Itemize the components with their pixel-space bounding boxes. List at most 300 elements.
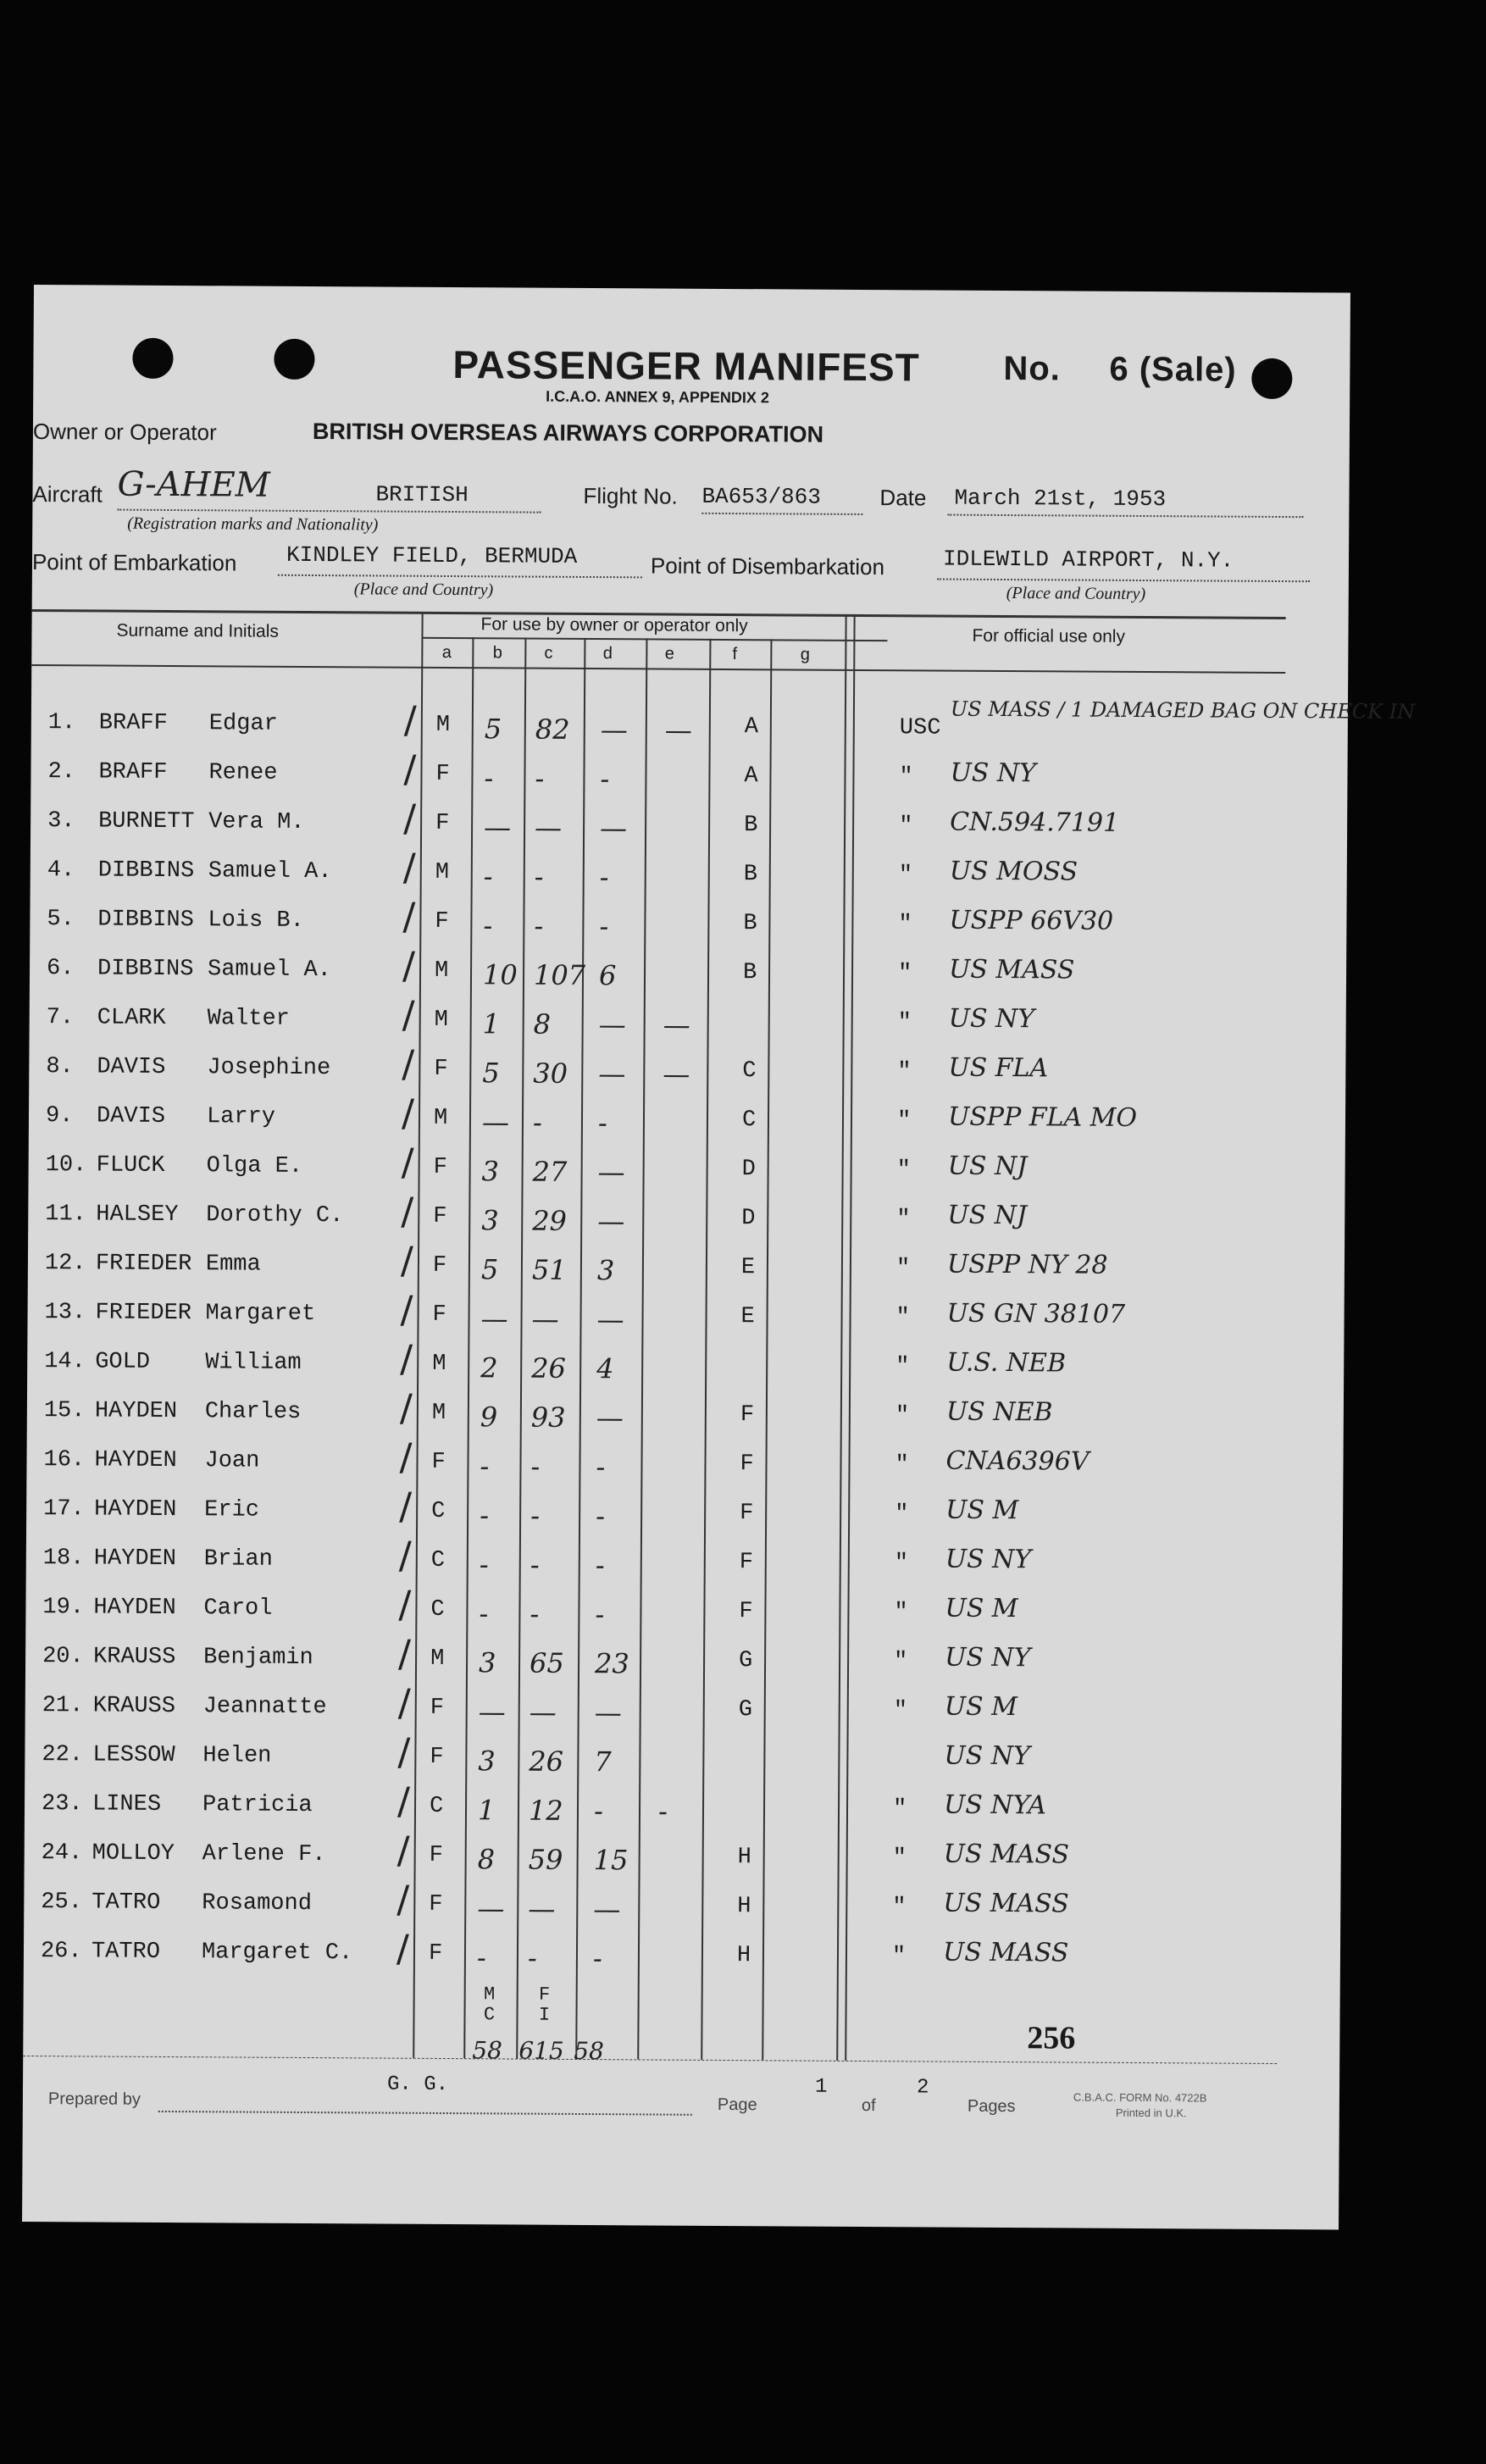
col-d-value: - bbox=[596, 1451, 606, 1484]
col-f-value: D bbox=[741, 1206, 756, 1232]
official-note: US NY bbox=[945, 1544, 1032, 1575]
check-mark-icon: / bbox=[403, 698, 417, 742]
official-note: US NJ bbox=[947, 1200, 1028, 1231]
page-subtitle: I.C.A.O. ANNEX 9, APPENDIX 2 bbox=[546, 387, 769, 407]
surname: GOLD bbox=[95, 1349, 151, 1375]
official-code: " bbox=[896, 1157, 911, 1184]
surname: HALSEY bbox=[96, 1201, 179, 1229]
date-underline bbox=[947, 513, 1303, 519]
subcol-c: c bbox=[544, 643, 553, 663]
aircraft-label: Aircraft bbox=[32, 480, 103, 508]
row-number: 2. bbox=[47, 759, 75, 785]
col-a-value: M bbox=[435, 859, 450, 886]
surname: HAYDEN bbox=[94, 1398, 178, 1425]
col-c-value: — bbox=[528, 1892, 556, 1925]
col-d-value: - bbox=[596, 1500, 606, 1533]
passenger-count: 256 bbox=[1027, 2020, 1076, 2056]
official-code: " bbox=[896, 1207, 911, 1233]
col-c-value: — bbox=[531, 1302, 559, 1335]
passenger-row bbox=[29, 1091, 1345, 1160]
official-code: " bbox=[893, 1698, 908, 1724]
official-note: US NY bbox=[944, 1740, 1030, 1772]
official-note: U.S. NEB bbox=[946, 1347, 1067, 1379]
given-name: Charles bbox=[204, 1399, 302, 1425]
official-note: CNA6396V bbox=[945, 1446, 1090, 1477]
passenger-row bbox=[24, 1927, 1340, 1995]
col-a-value: M bbox=[434, 957, 449, 985]
check-mark-icon: / bbox=[402, 895, 416, 939]
col-d-value: - bbox=[599, 910, 609, 943]
official-note: US MASS bbox=[948, 954, 1075, 985]
col-f-value: H bbox=[737, 1845, 751, 1871]
col-a-value: M bbox=[430, 1645, 445, 1672]
disembarkation-underline bbox=[937, 577, 1310, 583]
official-note: US NY bbox=[945, 1642, 1031, 1673]
passenger-row bbox=[27, 1337, 1344, 1406]
col-d-value: - bbox=[597, 1107, 607, 1140]
col-c-value: 59 bbox=[528, 1843, 563, 1876]
official-note: US MASS bbox=[943, 1839, 1070, 1870]
col-c-value: - bbox=[530, 1597, 540, 1630]
passenger-row bbox=[29, 1042, 1345, 1111]
official-note: USPP 66V30 bbox=[949, 905, 1114, 936]
owner-columns-header: For use by owner or operator only bbox=[480, 614, 748, 636]
row-number: 12. bbox=[44, 1251, 86, 1277]
flight-underline bbox=[701, 511, 862, 515]
surname: KRAUSS bbox=[92, 1693, 176, 1720]
surname: HAYDEN bbox=[94, 1496, 177, 1523]
col-a-value: F bbox=[429, 1842, 443, 1868]
given-name: Jeannatte bbox=[202, 1694, 327, 1721]
col-c-value: - bbox=[532, 1106, 542, 1139]
check-mark-icon: / bbox=[402, 1042, 415, 1086]
embarkation-caption: (Place and Country) bbox=[353, 580, 494, 600]
row-number: 21. bbox=[42, 1693, 84, 1719]
row-number: 14. bbox=[44, 1349, 86, 1375]
col-c-value: 8 bbox=[533, 1007, 552, 1041]
aircraft-underline bbox=[117, 508, 541, 513]
passenger-row bbox=[28, 1140, 1345, 1209]
col-c-value: 12 bbox=[528, 1794, 563, 1827]
check-mark-icon: / bbox=[401, 1190, 414, 1234]
col-d-value: — bbox=[597, 1156, 625, 1189]
col-f-value: C bbox=[742, 1058, 757, 1085]
col-a-value: C bbox=[430, 1596, 445, 1623]
given-name: Renee bbox=[208, 760, 278, 786]
official-note: US M bbox=[945, 1593, 1018, 1624]
manifest-sheet bbox=[22, 285, 1416, 2229]
row-number: 18. bbox=[42, 1546, 85, 1572]
surname: CLARK bbox=[97, 1005, 166, 1031]
form-number: C.B.A.C. FORM No. 4722B bbox=[1073, 2090, 1207, 2105]
surname: TATRO bbox=[91, 1939, 161, 1965]
col-a-value: M bbox=[435, 712, 451, 739]
official-code: " bbox=[898, 863, 913, 889]
check-mark-icon: / bbox=[402, 993, 415, 1037]
official-note: US NYA bbox=[943, 1790, 1046, 1821]
col-a-value: F bbox=[432, 1301, 446, 1328]
col-d-value: — bbox=[596, 1401, 624, 1435]
passenger-row bbox=[25, 1681, 1341, 1750]
surname: HAYDEN bbox=[94, 1447, 177, 1474]
page-title: PASSENGER MANIFEST bbox=[452, 342, 920, 390]
prepared-by-value: G. G. bbox=[386, 2073, 449, 2097]
col-f-value: B bbox=[743, 911, 757, 937]
col-c-value: - bbox=[534, 860, 544, 893]
given-name: Edgar bbox=[208, 711, 278, 737]
date-label: Date bbox=[879, 485, 927, 511]
col-b-value: - bbox=[479, 1597, 489, 1630]
passenger-row bbox=[24, 1878, 1340, 1946]
col-a-value: F bbox=[432, 1252, 447, 1279]
official-note: US M bbox=[945, 1495, 1019, 1526]
col-c-value: 107 bbox=[533, 958, 586, 991]
official-note: US NY bbox=[948, 1003, 1035, 1035]
col-a-value: F bbox=[434, 1056, 448, 1083]
col-f-value: F bbox=[739, 1599, 753, 1625]
col-d-value: — bbox=[598, 1057, 626, 1090]
surname: LINES bbox=[91, 1791, 162, 1817]
row-number: 1. bbox=[47, 710, 76, 736]
col-e-value: — bbox=[663, 1057, 690, 1090]
given-name: Olga E. bbox=[206, 1153, 303, 1179]
col-a-value: F bbox=[435, 761, 450, 788]
row-number: 13. bbox=[44, 1300, 86, 1326]
check-mark-icon: / bbox=[400, 1288, 413, 1332]
embarkation-value: KINDLEY FIELD, BERMUDA bbox=[286, 541, 578, 569]
check-mark-icon: / bbox=[396, 1829, 410, 1873]
surname: DIBBINS bbox=[97, 907, 194, 934]
check-mark-icon: / bbox=[396, 1927, 409, 1971]
given-name: Vera M. bbox=[208, 809, 305, 835]
col-c-value: 51 bbox=[531, 1253, 567, 1286]
passenger-row bbox=[25, 1779, 1341, 1848]
col-b-value: — bbox=[483, 811, 512, 844]
passenger-row bbox=[29, 993, 1345, 1062]
check-mark-icon: / bbox=[396, 1779, 411, 1823]
col-c-value: — bbox=[529, 1695, 557, 1729]
surname: FRIEDER bbox=[95, 1251, 192, 1278]
given-name: Dorothy C. bbox=[206, 1202, 344, 1229]
given-name: Brian bbox=[203, 1546, 273, 1573]
col-a-value: M bbox=[433, 1105, 448, 1132]
official-code: " bbox=[892, 1845, 907, 1872]
punch-hole bbox=[132, 338, 173, 379]
official-code: " bbox=[892, 1895, 907, 1921]
official-note: US NEB bbox=[945, 1396, 1053, 1428]
official-note: US MASS / 1 DAMAGED BAG ON CHECK IN bbox=[950, 696, 1416, 724]
prepared-underline bbox=[158, 2109, 692, 2116]
passenger-row bbox=[30, 796, 1347, 865]
manifest-number-value: 6 (Sale) bbox=[1109, 350, 1237, 389]
official-code: " bbox=[895, 1305, 910, 1331]
given-name: Larry bbox=[206, 1104, 276, 1130]
check-mark-icon: / bbox=[402, 944, 416, 988]
col-b-value: 1 bbox=[477, 1794, 496, 1827]
row-number: 15. bbox=[43, 1398, 86, 1424]
col-a-value: F bbox=[435, 908, 449, 935]
aircraft-registration: G-AHEM bbox=[117, 464, 270, 505]
official-note: US MASS bbox=[943, 1888, 1069, 1919]
page-number: 1 bbox=[814, 2075, 828, 2099]
given-name: Helen bbox=[202, 1743, 272, 1769]
col-c-value: 26 bbox=[529, 1745, 564, 1778]
col-d-value: - bbox=[592, 1942, 602, 1975]
passenger-row bbox=[25, 1583, 1342, 1651]
passenger-row bbox=[30, 944, 1346, 1013]
punch-hole bbox=[274, 339, 314, 380]
passenger-row bbox=[30, 895, 1346, 963]
col-a-value: F bbox=[430, 1744, 444, 1770]
col-e-value: — bbox=[663, 1008, 690, 1041]
col-f-value: F bbox=[739, 1550, 754, 1576]
row-number: 20. bbox=[42, 1644, 84, 1670]
aircraft-nationality: BRITISH bbox=[375, 481, 469, 508]
col-b-value: 5 bbox=[484, 713, 502, 746]
row-number: 5. bbox=[47, 907, 75, 933]
official-code: " bbox=[895, 1256, 911, 1282]
col-b-value: 5 bbox=[480, 1253, 499, 1286]
col-a-value: C bbox=[430, 1547, 446, 1573]
page-label: Page bbox=[717, 2095, 757, 2115]
subcol-d: d bbox=[602, 644, 613, 663]
given-name: Eric bbox=[204, 1497, 260, 1523]
col-d-value: - bbox=[599, 861, 609, 894]
official-code: " bbox=[898, 912, 912, 938]
col-f-value: G bbox=[739, 1648, 753, 1674]
surname: HAYDEN bbox=[93, 1546, 177, 1573]
col-f-value: G bbox=[738, 1697, 753, 1723]
given-name: Rosamond bbox=[202, 1890, 313, 1917]
check-mark-icon: / bbox=[398, 1583, 412, 1627]
col-a-value: F bbox=[435, 810, 450, 837]
check-mark-icon: / bbox=[403, 747, 417, 791]
col-b-value: 2 bbox=[480, 1351, 498, 1385]
col-b-value: 3 bbox=[481, 1155, 500, 1188]
col-c-value: 65 bbox=[529, 1646, 564, 1679]
check-mark-icon: / bbox=[399, 1435, 413, 1479]
totals-b-label: M C bbox=[483, 1984, 496, 2026]
flight-number: BA653/863 bbox=[701, 483, 822, 510]
check-mark-icon: / bbox=[397, 1632, 412, 1676]
col-b-value: 10 bbox=[482, 958, 518, 991]
official-note: US MOSS bbox=[949, 856, 1078, 887]
official-code: " bbox=[894, 1551, 909, 1577]
official-code: USC bbox=[899, 715, 941, 741]
header-bottom-rule bbox=[31, 664, 1285, 674]
given-name: Patricia bbox=[202, 1792, 313, 1819]
col-f-value: B bbox=[742, 960, 757, 986]
row-number: 4. bbox=[47, 857, 75, 884]
col-a-value: C bbox=[431, 1498, 446, 1524]
official-code: " bbox=[891, 1944, 907, 1970]
official-code: " bbox=[892, 1796, 907, 1823]
given-name: Emma bbox=[205, 1251, 261, 1278]
surname: LESSOW bbox=[92, 1742, 175, 1769]
surname: TATRO bbox=[91, 1890, 161, 1916]
check-mark-icon: / bbox=[397, 1730, 411, 1774]
col-a-value: F bbox=[429, 1891, 443, 1917]
col-f-value: E bbox=[740, 1304, 755, 1330]
col-a-value: C bbox=[429, 1793, 444, 1819]
surname: BURNETT bbox=[98, 808, 195, 835]
col-b-value: - bbox=[476, 1941, 486, 1974]
col-c-value: - bbox=[530, 1450, 541, 1483]
check-mark-icon: / bbox=[399, 1386, 413, 1430]
row-number: 11. bbox=[45, 1201, 86, 1228]
official-code: " bbox=[895, 1452, 909, 1479]
col-d-value: — bbox=[594, 1696, 622, 1729]
given-name: Josephine bbox=[207, 1055, 331, 1082]
col-f-value: C bbox=[741, 1107, 757, 1134]
col-c-value: - bbox=[530, 1548, 540, 1581]
official-note: CN.594.7191 bbox=[950, 807, 1120, 838]
official-code: " bbox=[899, 813, 913, 840]
check-mark-icon: / bbox=[403, 796, 417, 841]
given-name: Carol bbox=[203, 1595, 273, 1622]
passenger-row bbox=[24, 1829, 1340, 1897]
col-d-value: 23 bbox=[594, 1647, 629, 1680]
col-e-value: — bbox=[664, 713, 692, 746]
check-mark-icon: / bbox=[397, 1681, 411, 1725]
totals-c-label: F I bbox=[538, 1984, 551, 2026]
col-b-value: 3 bbox=[478, 1646, 496, 1679]
given-name: Walter bbox=[207, 1006, 291, 1032]
official-code: " bbox=[893, 1649, 908, 1675]
row-number: 16. bbox=[43, 1447, 86, 1473]
official-note: US M bbox=[944, 1691, 1017, 1723]
passenger-row bbox=[25, 1730, 1341, 1799]
col-d-value: 4 bbox=[596, 1352, 614, 1385]
total-d: 58 bbox=[574, 2036, 605, 2066]
official-code: " bbox=[895, 1403, 910, 1429]
passenger-row bbox=[28, 1239, 1345, 1307]
row-number: 17. bbox=[43, 1496, 85, 1523]
date-value: March 21st, 1953 bbox=[954, 485, 1167, 513]
subcol-a: a bbox=[441, 642, 452, 663]
col-c-value: — bbox=[534, 811, 563, 844]
col-c-value: 29 bbox=[532, 1204, 568, 1237]
embarkation-label: Point of Embarkation bbox=[31, 548, 237, 576]
row-number: 6. bbox=[46, 956, 75, 982]
total-pages: 2 bbox=[916, 2076, 929, 2100]
row-number: 26. bbox=[40, 1939, 82, 1965]
col-b-value: 3 bbox=[478, 1745, 496, 1778]
passenger-row bbox=[25, 1632, 1342, 1701]
subcol-e: e bbox=[664, 644, 674, 663]
col-d-value: 7 bbox=[594, 1745, 612, 1779]
col-c-value: 82 bbox=[535, 713, 570, 746]
col-b-value: - bbox=[483, 860, 493, 893]
col-b-value: - bbox=[484, 762, 494, 795]
col-f-value: B bbox=[744, 813, 758, 839]
given-name: William bbox=[205, 1350, 302, 1376]
disembarkation-label: Point of Disembarkation bbox=[650, 552, 885, 580]
check-mark-icon: / bbox=[399, 1485, 413, 1529]
col-d-value: — bbox=[597, 1205, 625, 1238]
passenger-row bbox=[26, 1435, 1343, 1504]
col-d-value: - bbox=[595, 1598, 605, 1631]
col-b-value: — bbox=[477, 1892, 505, 1925]
col-a-value: F bbox=[431, 1449, 446, 1475]
surname-column-header: Surname and Initials bbox=[116, 620, 280, 641]
official-code: " bbox=[896, 1108, 912, 1135]
official-code: " bbox=[897, 961, 912, 987]
passenger-row bbox=[27, 1288, 1344, 1357]
check-mark-icon: / bbox=[401, 1091, 415, 1135]
row-number: 25. bbox=[41, 1890, 83, 1916]
col-a-value: F bbox=[428, 1940, 443, 1967]
of-label: of bbox=[861, 2096, 876, 2116]
official-note: US NJ bbox=[947, 1151, 1028, 1182]
pages-label: Pages bbox=[967, 2096, 1016, 2117]
col-f-value: E bbox=[740, 1255, 756, 1281]
col-b-value: - bbox=[480, 1499, 490, 1532]
col-b-value: 9 bbox=[480, 1401, 498, 1434]
total-c: 615 bbox=[518, 2036, 564, 2065]
passenger-row bbox=[30, 846, 1347, 914]
row-number: 8. bbox=[46, 1054, 74, 1080]
subcol-b: b bbox=[492, 643, 502, 663]
surname: FRIEDER bbox=[95, 1300, 192, 1327]
official-code: " bbox=[895, 1501, 909, 1528]
row-number: 24. bbox=[41, 1840, 83, 1867]
given-name: Samuel A. bbox=[208, 858, 332, 885]
col-d-value: 3 bbox=[596, 1254, 615, 1287]
given-name: Margaret bbox=[205, 1301, 316, 1328]
check-mark-icon: / bbox=[400, 1337, 413, 1381]
subcol-g: g bbox=[800, 645, 810, 664]
col-b-value: - bbox=[483, 909, 493, 942]
col-f-value: F bbox=[740, 1501, 754, 1527]
col-d-value: — bbox=[599, 812, 628, 845]
col-a-value: F bbox=[430, 1695, 445, 1721]
official-code: " bbox=[899, 764, 913, 791]
printed-in: Printed in U.K. bbox=[1115, 2106, 1187, 2120]
official-note: US NY bbox=[950, 758, 1037, 789]
subcol-f: f bbox=[732, 645, 738, 664]
given-name: Joan bbox=[204, 1448, 260, 1474]
col-b-value: - bbox=[479, 1548, 489, 1581]
surname: FLUCK bbox=[96, 1152, 165, 1179]
surname: KRAUSS bbox=[93, 1644, 176, 1671]
col-c-value: - bbox=[527, 1941, 537, 1974]
col-c-value: - bbox=[535, 762, 545, 795]
surname: MOLLOY bbox=[91, 1840, 175, 1867]
col-c-value: - bbox=[530, 1499, 541, 1532]
passenger-row bbox=[30, 747, 1347, 816]
col-b-value: 5 bbox=[482, 1057, 500, 1090]
col-d-value: — bbox=[598, 1008, 626, 1041]
manifest-number-label: No. bbox=[1003, 349, 1061, 388]
surname: DIBBINS bbox=[97, 956, 194, 983]
col-b-value: 8 bbox=[477, 1843, 496, 1876]
official-code: " bbox=[897, 1010, 912, 1036]
disembarkation-caption: (Place and Country) bbox=[1006, 584, 1146, 604]
surname: DAVIS bbox=[97, 1054, 166, 1080]
surname: DAVIS bbox=[96, 1103, 166, 1129]
col-a-value: M bbox=[434, 1007, 449, 1034]
col-b-value: 1 bbox=[482, 1007, 501, 1041]
col-c-value: 30 bbox=[533, 1057, 568, 1090]
passenger-row bbox=[28, 1190, 1345, 1258]
check-mark-icon: / bbox=[401, 1140, 414, 1185]
given-name: Lois B. bbox=[208, 907, 304, 934]
col-d-value: — bbox=[600, 713, 628, 746]
passenger-row bbox=[31, 696, 1416, 767]
given-name: Margaret C. bbox=[201, 1940, 353, 1967]
col-d-value: 6 bbox=[598, 959, 617, 992]
